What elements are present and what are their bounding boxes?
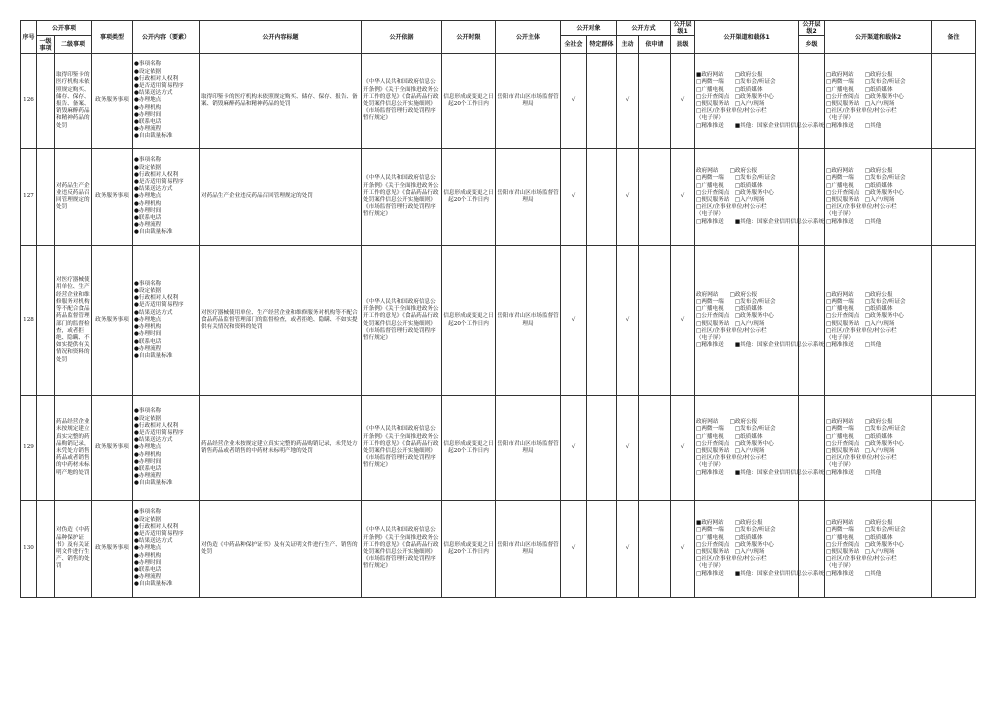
channel1-line: □公开查阅点 □政务服务中心 — [696, 189, 774, 196]
channel2-line: □社区/企事业单位/村公示栏 — [826, 204, 897, 211]
channel1-cell — [695, 54, 825, 149]
channel1-line: □公开查阅点 □政务服务中心 — [696, 313, 774, 320]
basis-cell: 《中华人民共和国政府信息公开条例》《关于全面推进政务公开工作的意见》《食品药品行政处罚案件信息公开实施细则》《市场监督管理行政处罚程序暂行规定》 — [362, 54, 442, 149]
subject-cell: 岳阳市君山区市场监督管理局 — [496, 54, 561, 149]
specific-group-cell — [587, 396, 617, 501]
basis-cell: 《中华人民共和国政府信息公开条例》《关于全面推进政务公开工作的意见》《食品药品行政处罚案件信息公开实施细则》《市场监督管理行政处罚程序暂行规定》 — [362, 396, 442, 501]
type-header: 事项类型 — [92, 21, 133, 54]
level2-cell: 取得印鉴卡的医疗机构未依照规定购买、储存、保存、报告、备案、销毁麻醉药品和精神药品的处罚 — [55, 54, 92, 149]
channel2-line: □便民服务站 □入户/现场 — [826, 320, 895, 327]
table-row — [21, 396, 976, 501]
period-cell: 信息形成或变更之日起20个工作日内 — [442, 396, 496, 501]
channel2-line: □社区/企事业单位/村公示栏 — [826, 455, 897, 462]
channel2-line: （电子屏） — [826, 462, 855, 469]
elements-line: ●事项名称 — [134, 157, 162, 164]
elements-line: ●办理机构 — [134, 104, 162, 111]
channel2-line: □政府网站 □政府公报 — [826, 419, 893, 426]
elements-line: ●结果送达方式 — [134, 90, 173, 97]
channel1-line: □公开查阅点 □政务服务中心 — [696, 440, 774, 447]
channel1-line: □精准推送 ■其他：国家企业信用信息公示系统 — [696, 218, 825, 225]
elements-line: ●行政相对人权利 — [134, 171, 179, 178]
elements-line: ●办理时间 — [134, 559, 162, 566]
level2-cell: 对医疗器械使用单位、生产经营企业和维修服务对机构等不配合食品药品监督管理部门的监督检查，或者拒绝、隐瞒、不如实提供有关情况和资料的处罚 — [55, 246, 92, 396]
elements-line: ●行政相对人权利 — [134, 75, 179, 82]
title-cell: 取得印鉴卡的医疗机构未依照规定购买、储存、保存、报告、备案、销毁麻醉药品和精神药品的处罚 — [200, 54, 362, 149]
channel1-line: 政府网站 □政府公报 — [696, 419, 758, 426]
elements-cell — [133, 501, 200, 598]
channel2-line: □公开查阅点 □政务服务中心 — [826, 440, 904, 447]
township-cell — [799, 396, 825, 501]
title-cell: 对药品生产企业违反药品召回管理规定的处罚 — [200, 149, 362, 246]
county-cell: √ — [671, 396, 695, 501]
elements-cell — [133, 54, 200, 149]
channel1-line: 政府网站 □政府公报 — [696, 291, 758, 298]
channel2-line: □便民服务站 □入户/现场 — [826, 549, 895, 555]
channel1-line: （电子屏） — [696, 334, 725, 341]
active-cell: √ — [617, 246, 639, 396]
object-header: 公开对象 — [561, 21, 617, 36]
channel2-cell — [825, 149, 932, 246]
subject-header: 公开主体 — [496, 21, 561, 54]
channel1-line: □社区/企事业单位/村公示栏 — [696, 204, 767, 211]
elements-line: ●是否适用简易程序 — [134, 429, 184, 436]
elements-line: ●联系电话 — [134, 567, 162, 573]
whole-society-cell: √ — [561, 149, 587, 246]
channel1-line: ■政府网站 □政府公报 — [696, 520, 763, 527]
channel2-line: □广播电视 □纸质媒体 — [826, 306, 893, 313]
method-header: 公开方式 — [617, 21, 671, 36]
channel2-line: □精准推送 □其他 — [826, 122, 882, 129]
channel1-line: （电子屏） — [696, 563, 725, 570]
period-cell: 信息形成或变更之日起20个工作日内 — [442, 149, 496, 246]
township-header: 乡级 — [799, 36, 825, 54]
elements-line: ●行政相对人权利 — [134, 422, 179, 429]
elements-line: ●事项名称 — [134, 280, 162, 287]
elements-line: ●设定依据 — [134, 164, 162, 171]
basis-header: 公开依据 — [362, 21, 442, 54]
county-cell: √ — [671, 246, 695, 396]
elements-line: ●设定依据 — [134, 68, 162, 75]
period-header: 公开时限 — [442, 21, 496, 54]
channel2-line: □精准推送 □其他 — [826, 342, 882, 349]
on-request-cell — [639, 246, 671, 396]
county-header: 县级 — [671, 36, 695, 54]
table-row — [21, 54, 976, 149]
elements-line: ●自由裁量标准 — [134, 581, 173, 588]
type-cell: 政务服务事项 — [92, 246, 133, 396]
channel1-line: □社区/企事业单位/村公示栏 — [696, 556, 767, 563]
seq-cell: 130 — [21, 501, 37, 598]
level2-cell: 对药品生产企业违反药品召回管理规定的处罚 — [55, 149, 92, 246]
channel2-line: □广播电视 □纸质媒体 — [826, 534, 893, 541]
channel2-line: □广播电视 □纸质媒体 — [826, 433, 893, 440]
channel2-line: □广播电视 □纸质媒体 — [826, 182, 893, 189]
channel1-line: 政府网站 □政府公报 — [696, 168, 758, 175]
seq-header: 序号 — [21, 21, 37, 54]
channel1-line: □两微一端 □发布会/听证会 — [696, 298, 776, 305]
channel2-line: （电子屏） — [826, 211, 855, 218]
channel2-line: □两微一端 □发布会/听证会 — [826, 527, 906, 534]
channel1-line: □广播电视 □纸质媒体 — [696, 86, 763, 93]
elements-line: ●联系电话 — [134, 338, 162, 345]
elements-line: ●自由裁量标准 — [134, 229, 173, 236]
elements-line: ●办理时间 — [134, 207, 162, 214]
elements-line: ●联系电话 — [134, 466, 162, 472]
elements-line: ●行政相对人权利 — [134, 523, 179, 530]
elements-line: ●办理机构 — [134, 324, 162, 331]
township-cell — [799, 501, 825, 598]
period-cell: 信息形成或变更之日起20个工作日内 — [442, 501, 496, 598]
elements-line: ●办理流程 — [134, 345, 162, 352]
on-request-cell — [639, 501, 671, 598]
subject-cell: 岳阳市君山区市场监督管理局 — [496, 246, 561, 396]
elements-line: ●联系电话 — [134, 215, 162, 221]
level2-cell: 药品经营企业未按规定建立真实完整的药品购销记录，未凭处方销售药品或者销售的中药材未标明产地的处罚 — [55, 396, 92, 501]
type-cell: 政务服务事项 — [92, 54, 133, 149]
channel2-line: □精准推送 □其他 — [826, 570, 882, 577]
channel2-line: □社区/企事业单位/村公示栏 — [826, 556, 897, 563]
channel1-line: □两微一端 □发布会/听证会 — [696, 527, 776, 534]
channel2-line: □精准推送 □其他 — [826, 218, 882, 225]
period-cell: 信息形成或变更之日起20个工作日内 — [442, 54, 496, 149]
disclosure-table — [20, 20, 976, 598]
elements-line: ●是否适用简易程序 — [134, 178, 184, 185]
content-required-header: 公开内容（要素） — [133, 21, 200, 54]
channel1-line: □便民服务站 □入户/现场 — [696, 549, 765, 555]
channel2-line: □便民服务站 □入户/现场 — [826, 448, 895, 454]
level1-header: 一级事项 — [37, 36, 55, 54]
remarks-cell — [932, 54, 976, 149]
elements-line: ●自由裁量标准 — [134, 480, 173, 487]
specific-group-cell — [587, 149, 617, 246]
channel2-header: 公开渠道和载体2 — [825, 21, 932, 54]
whole-society-header: 全社会 — [561, 36, 587, 54]
channel2-cell — [825, 54, 932, 149]
township-cell — [799, 149, 825, 246]
basis-cell: 《中华人民共和国政府信息公开条例》《关于全面推进政务公开工作的意见》《食品药品行政处罚案件信息公开实施细则》《市场监督管理行政处罚程序暂行规定》 — [362, 246, 442, 396]
elements-line: ●办理机构 — [134, 552, 162, 559]
elements-line: ●事项名称 — [134, 509, 162, 516]
channel2-line: □政府网站 □政府公报 — [826, 72, 893, 79]
elements-line: ●设定依据 — [134, 516, 162, 523]
active-cell: √ — [617, 54, 639, 149]
channel2-line: □公开查阅点 □政务服务中心 — [826, 93, 904, 100]
title-cell: 药品经营企业未按规定建立真实完整的药品购销记录，未凭处方销售药品或者销售的中药材未标明产地的处罚 — [200, 396, 362, 501]
channel1-line: □两微一端 □发布会/听证会 — [696, 175, 776, 182]
channel1-line: （电子屏） — [696, 462, 725, 469]
channel1-line: □便民服务站 □入户/现场 — [696, 101, 765, 107]
subject-cell: 岳阳市君山区市场监督管理局 — [496, 149, 561, 246]
elements-line: ●办理流程 — [134, 126, 162, 133]
level1-cell — [37, 396, 55, 501]
table-row — [21, 149, 976, 246]
channel2-line: □广播电视 □纸质媒体 — [826, 86, 893, 93]
channel2-line: □便民服务站 □入户/现场 — [826, 197, 895, 203]
seq-cell: 126 — [21, 54, 37, 149]
channel2-line: □公开查阅点 □政务服务中心 — [826, 541, 904, 548]
specific-group-cell — [587, 54, 617, 149]
channel1-cell — [695, 149, 825, 246]
elements-line: ●行政相对人权利 — [134, 295, 179, 302]
channel1-line: □社区/企事业单位/村公示栏 — [696, 108, 767, 115]
elements-line: ●办理流程 — [134, 473, 162, 480]
channel1-line: □便民服务站 □入户/现场 — [696, 320, 765, 327]
on-request-header: 依申请 — [639, 36, 671, 54]
seq-cell: 127 — [21, 149, 37, 246]
whole-society-cell: √ — [561, 501, 587, 598]
channel1-line: □便民服务站 □入户/现场 — [696, 448, 765, 454]
channel2-cell — [825, 246, 932, 396]
channel2-line: （电子屏） — [826, 334, 855, 341]
whole-society-cell: √ — [561, 54, 587, 149]
channel2-line: □公开查阅点 □政务服务中心 — [826, 189, 904, 196]
elements-line: ●办理机构 — [134, 451, 162, 458]
channel1-line: □两微一端 □发布会/听证会 — [696, 79, 776, 86]
channel1-cell — [695, 396, 825, 501]
header-row-1 — [21, 21, 976, 36]
channel1-line: □广播电视 □纸质媒体 — [696, 534, 763, 541]
channel1-line: （电子屏） — [696, 115, 725, 122]
channel2-line: □便民服务站 □入户/现场 — [826, 101, 895, 107]
channel1-line: □社区/企事业单位/村公示栏 — [696, 327, 767, 334]
remarks-cell — [932, 396, 976, 501]
elements-line: ●办理地点 — [134, 193, 162, 200]
table-row — [21, 501, 976, 598]
active-cell: √ — [617, 149, 639, 246]
channel2-line: □政府网站 □政府公报 — [826, 520, 893, 527]
title-cell: 对医疗器械使用单位、生产经营企业和维修服务对机构等不配合食品药品监督管理部门的监督检查，或者拒绝、隐瞒、不如实提供有关情况和资料的处罚 — [200, 246, 362, 396]
elements-line: ●办理机构 — [134, 200, 162, 207]
channel1-cell — [695, 501, 825, 598]
remarks-cell — [932, 501, 976, 598]
elements-line: ●结果送达方式 — [134, 186, 173, 193]
matters-header: 公开事项 — [37, 21, 92, 36]
active-header: 主动 — [617, 36, 639, 54]
channel1-line: （电子屏） — [696, 211, 725, 218]
channel1-line: □精准推送 ■其他：国家企业信用信息公示系统 — [696, 342, 825, 349]
elements-line: ●办理流程 — [134, 574, 162, 581]
elements-line: ●办理时间 — [134, 331, 162, 338]
channel2-line: □社区/企事业单位/村公示栏 — [826, 108, 897, 115]
channel1-line: □广播电视 □纸质媒体 — [696, 182, 763, 189]
table-row — [21, 246, 976, 396]
channel1-line: □公开查阅点 □政务服务中心 — [696, 93, 774, 100]
elements-line: ●办理地点 — [134, 97, 162, 104]
elements-line: ●办理地点 — [134, 444, 162, 451]
channel2-cell — [825, 396, 932, 501]
channel1-line: ■政府网站 □政府公报 — [696, 72, 763, 79]
elements-cell — [133, 246, 200, 396]
channel1-header: 公开渠道和载体1 — [695, 21, 799, 54]
channel2-line: □政府网站 □政府公报 — [826, 291, 893, 298]
county-cell: √ — [671, 149, 695, 246]
channel2-line: □精准推送 □其他 — [826, 469, 882, 476]
elements-line: ●结果送达方式 — [134, 538, 173, 545]
level2-header: 二级事项 — [55, 36, 92, 54]
on-request-cell — [639, 54, 671, 149]
channel2-line: □两微一端 □发布会/听证会 — [826, 298, 906, 305]
channel2-cell — [825, 501, 932, 598]
channel1-cell — [695, 246, 825, 396]
title-header: 公开内容标题 — [200, 21, 362, 54]
channel2-line: □两微一端 □发布会/听证会 — [826, 79, 906, 86]
elements-line: ●设定依据 — [134, 288, 162, 295]
channel2-line: □两微一端 □发布会/听证会 — [826, 426, 906, 433]
channel1-line: □广播电视 □纸质媒体 — [696, 433, 763, 440]
elements-cell — [133, 149, 200, 246]
township-cell — [799, 246, 825, 396]
subject-cell: 岳阳市君山区市场监督管理局 — [496, 501, 561, 598]
title-cell: 对伪造《中药品种保护证书》及有关证明文件进行生产、销售的处罚 — [200, 501, 362, 598]
level1-cell — [37, 501, 55, 598]
channel2-line: □公开查阅点 □政务服务中心 — [826, 313, 904, 320]
type-cell: 政务服务事项 — [92, 501, 133, 598]
elements-line: ●自由裁量标准 — [134, 133, 173, 140]
specific-group-cell — [587, 246, 617, 396]
remarks-cell — [932, 149, 976, 246]
elements-cell — [133, 396, 200, 501]
channel2-line: （电子屏） — [826, 563, 855, 570]
channel1-line: □精准推送 ■其他：国家企业信用信息公示系统 — [696, 122, 825, 129]
elements-line: ●结果送达方式 — [134, 309, 173, 316]
elements-line: ●是否适用简易程序 — [134, 530, 184, 537]
seq-cell: 128 — [21, 246, 37, 396]
level-a-header: 公开层级1 — [671, 21, 695, 36]
channel1-line: □两微一端 □发布会/听证会 — [696, 426, 776, 433]
elements-line: ●是否适用简易程序 — [134, 302, 184, 309]
channel1-line: □广播电视 □纸质媒体 — [696, 306, 763, 313]
elements-line: ●事项名称 — [134, 61, 162, 68]
elements-line: ●设定依据 — [134, 415, 162, 422]
channel1-line: □精准推送 ■其他：国家企业信用信息公示系统 — [696, 570, 825, 577]
subject-cell: 岳阳市君山区市场监督管理局 — [496, 396, 561, 501]
active-cell: √ — [617, 396, 639, 501]
channel2-line: □政府网站 □政府公报 — [826, 168, 893, 175]
remarks-header: 备注 — [932, 21, 976, 54]
basis-cell: 《中华人民共和国政府信息公开条例》《关于全面推进政务公开工作的意见》《食品药品行政处罚案件信息公开实施细则》《市场监督管理行政处罚程序暂行规定》 — [362, 501, 442, 598]
whole-society-cell: √ — [561, 396, 587, 501]
type-cell: 政务服务事项 — [92, 149, 133, 246]
level1-cell — [37, 246, 55, 396]
channel2-line: （电子屏） — [826, 115, 855, 122]
elements-line: ●办理地点 — [134, 316, 162, 323]
township-cell — [799, 54, 825, 149]
level1-cell — [37, 149, 55, 246]
active-cell: √ — [617, 501, 639, 598]
elements-line: ●事项名称 — [134, 408, 162, 415]
whole-society-cell: √ — [561, 246, 587, 396]
remarks-cell — [932, 246, 976, 396]
elements-line: ●结果送达方式 — [134, 437, 173, 444]
seq-cell: 129 — [21, 396, 37, 501]
on-request-cell — [639, 396, 671, 501]
level1-cell — [37, 54, 55, 149]
elements-line: ●联系电话 — [134, 119, 162, 125]
elements-line: ●办理地点 — [134, 545, 162, 552]
type-cell: 政务服务事项 — [92, 396, 133, 501]
specific-group-cell — [587, 501, 617, 598]
channel1-line: □社区/企事业单位/村公示栏 — [696, 455, 767, 462]
channel2-line: □两微一端 □发布会/听证会 — [826, 175, 906, 182]
elements-line: ●自由裁量标准 — [134, 352, 173, 359]
on-request-cell — [639, 149, 671, 246]
county-cell: √ — [671, 54, 695, 149]
county-cell: √ — [671, 501, 695, 598]
period-cell: 信息形成或变更之日起20个工作日内 — [442, 246, 496, 396]
elements-line: ●办理时间 — [134, 458, 162, 465]
elements-line: ●办理时间 — [134, 111, 162, 118]
channel1-line: □精准推送 ■其他：国家企业信用信息公示系统 — [696, 469, 825, 476]
level2-cell: 对伪造《中药品种保护证书》及有关证明文件进行生产、销售的处罚 — [55, 501, 92, 598]
level-b-header: 公开层级2 — [799, 21, 825, 36]
channel1-line: □公开查阅点 □政务服务中心 — [696, 541, 774, 548]
elements-line: ●办理流程 — [134, 222, 162, 229]
specific-group-header: 特定群体 — [587, 36, 617, 54]
basis-cell: 《中华人民共和国政府信息公开条例》《关于全面推进政务公开工作的意见》《食品药品行政处罚案件信息公开实施细则》《市场监督管理行政处罚程序暂行规定》 — [362, 149, 442, 246]
channel2-line: □社区/企事业单位/村公示栏 — [826, 327, 897, 334]
elements-line: ●是否适用简易程序 — [134, 82, 184, 89]
channel1-line: □便民服务站 □入户/现场 — [696, 197, 765, 203]
